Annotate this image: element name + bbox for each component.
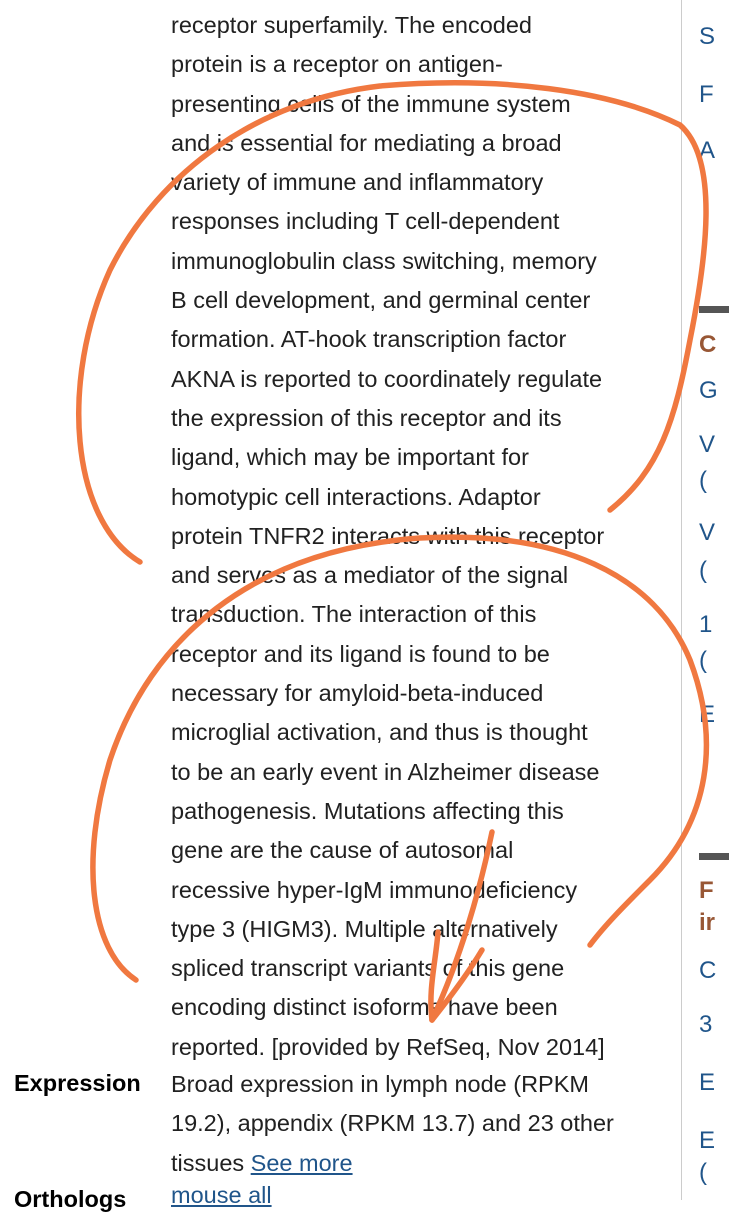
see-more-link[interactable]: See more [250,1149,353,1176]
summary-line: the expression of this receptor and its [171,404,562,431]
section-divider [699,306,729,313]
sidebar-fragment[interactable]: S [699,23,716,50]
summary-line: and is essential for mediating a broad [171,129,562,156]
gene-summary-text [171,6,671,1067]
sidebar-fragment[interactable]: ( [699,467,707,494]
summary-line: responses including T cell-dependent [171,208,560,235]
summary-line: immunoglobulin class switching, memory [171,247,597,274]
expression-line: 19.2), appendix (RPKM 13.7) and 23 other [171,1110,614,1137]
summary-line: ligand, which may be important for [171,444,529,471]
sidebar-fragment[interactable]: E [699,701,716,728]
expression-text [171,1065,671,1183]
summary-line: receptor and its ligand is found to be [171,640,550,667]
summary-line: recessive hyper-IgM immunodeficiency [171,876,578,903]
summary-line: protein is a receptor on antigen- [171,51,503,78]
summary-line: type 3 (HIGM3). Multiple alternatively [171,915,558,942]
sidebar-fragment[interactable]: E [699,1127,716,1154]
sidebar-fragment[interactable]: ( [699,1159,707,1186]
summary-line: transduction. The interaction of this [171,601,537,628]
sidebar-fragment[interactable]: 1 [699,611,713,638]
expression-line: Broad expression in lymph node (RPKM [171,1071,589,1097]
sidebar-fragment[interactable]: 3 [699,1011,713,1038]
orthologs-label: Orthologs [14,1186,127,1212]
summary-line: spliced transcript variants of this gene [171,955,565,982]
sidebar-fragment[interactable]: C [699,957,717,984]
sidebar-fragment[interactable]: ( [699,647,707,674]
summary-line: reported. [provided by RefSeq, Nov 2014] [171,1033,605,1060]
summary-line: protein TNFR2 interacts with this receptor [171,522,605,549]
summary-line: presenting cells of the immune system [171,90,571,117]
summary-line: formation. AT-hook transcription factor [171,326,567,353]
summary-line: microglial activation, and thus is thought [171,719,588,746]
sidebar-fragment[interactable]: V [699,519,716,546]
expression-label: Expression [14,1070,141,1096]
sidebar-fragment[interactable]: F [699,81,714,108]
sidebar-heading: ir [699,909,716,936]
sidebar-fragment[interactable]: E [699,1069,716,1096]
expression-line [171,1144,671,1183]
expression-line-prefix: tissues [171,1149,251,1176]
summary-line: receptor superfamily. The encoded [171,12,532,38]
section-divider [699,853,729,860]
summary-line: variety of immune and inflammatory [171,169,544,196]
sidebar-fragment[interactable]: A [699,137,716,164]
orthologs-links[interactable]: mouse all [171,1182,272,1208]
sidebar-fragment[interactable]: ( [699,557,707,584]
summary-line: to be an early event in Alzheimer disease [171,758,600,785]
summary-line: and serves as a mediator of the signal [171,562,569,589]
sidebar-heading: C [699,331,717,358]
sidebar-heading: F [699,877,714,904]
summary-line: pathogenesis. Mutations affecting this [171,797,564,824]
summary-line: B cell development, and germinal center [171,287,591,314]
sidebar-fragment[interactable]: G [699,377,718,404]
sidebar-fragment[interactable]: V [699,431,716,458]
summary-line: necessary for amyloid-beta-induced [171,680,544,707]
summary-line: homotypic cell interactions. Adaptor [171,483,541,510]
summary-line: gene are the cause of autosomal [171,837,514,864]
summary-line: AKNA is reported to coordinately regulate [171,365,603,392]
summary-line: encoding distinct isoforms have been [171,994,558,1021]
right-sidebar [681,0,718,1200]
